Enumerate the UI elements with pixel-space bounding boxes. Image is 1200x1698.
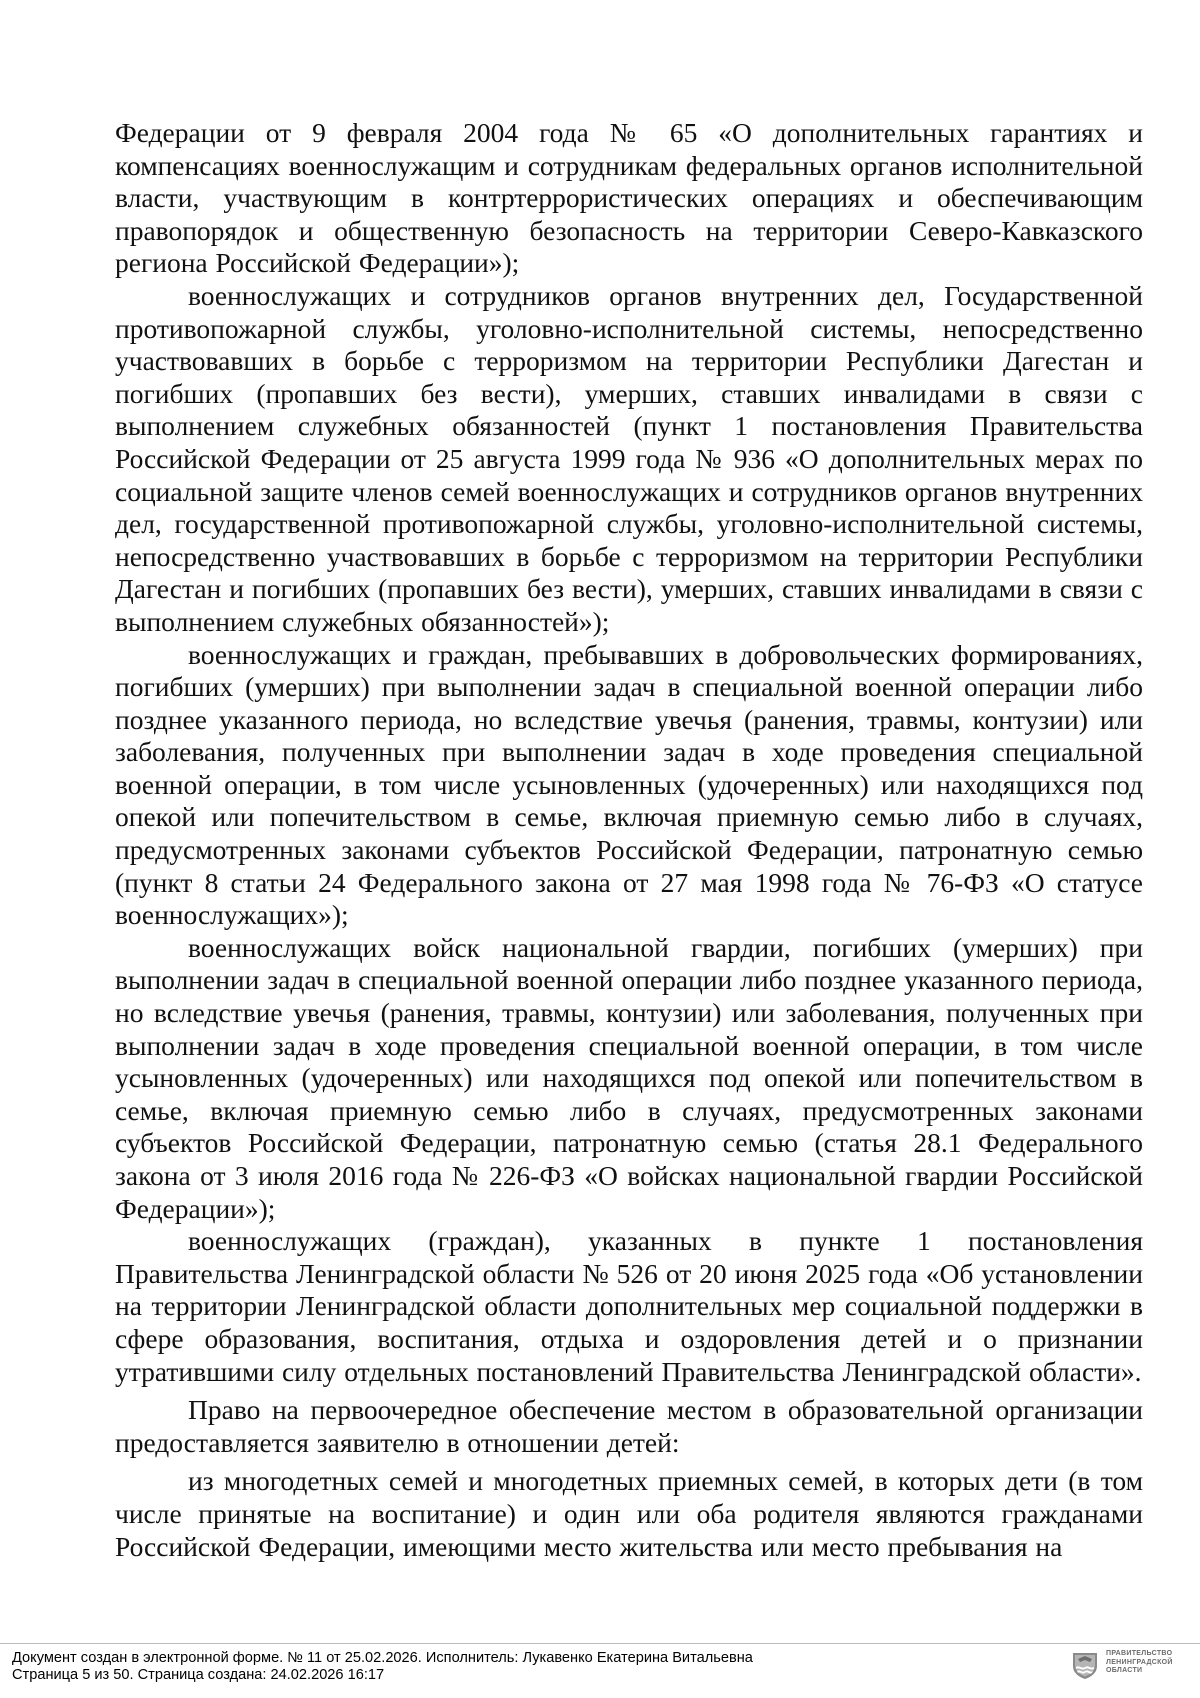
logo-line-3: ОБЛАСТИ <box>1106 1667 1143 1675</box>
paragraph-continuation: Федерации от 9 февраля 2004 года № 65 «О дополнительных гарантиях и компенсациях военнослужащим и сотрудникам федеральных органов исполнительной власти, участвующим в контртеррористических операциях и обеспечивающим правопорядок и общественную безопасность на территории Северо-Кавказского региона Российской Федерации»); <box>115 117 1143 279</box>
paragraph-national-guard: военнослужащих войск национальной гвардии, погибших (умерших) при выполнении задач в специальной военной операции либо позднее указанного периода, но вследствие увечья (ранения, травмы, контузии) или заболевания, полученных при выполнении задач в ходе проведения специальной военной операции, в том числе усыновленных (удочеренных) или находящихся под опекой или попечительством в семье, включая приемную семью либо в случаях, предусмотренных законами субъектов Российской Федерации, патронатную семью (статья 28.1 Федерального закона от 3 июля 2016 года № 226-ФЗ «О войсках национальной гвардии Российской Федерации»); <box>115 931 1143 1224</box>
footer-page-info: Страница 5 из 50. Страница создана: 24.02.2026 16:17 <box>12 1667 385 1683</box>
paragraph-leningrad-resolution: военнослужащих (граждан), указанных в пункте 1 постановления Правительства Ленинградской области № 526 от 20 июня 2025 года «Об установлении на территории Ленинградской области дополнительных мер социальной поддержки в сфере образования, воспитания, отдыха и оздоровления детей и о признании утратившими силу отдельных постановлений Правительства Ленинградской области». <box>115 1225 1143 1387</box>
paragraph-volunteer-formations: военнослужащих и граждан, пребывавших в добровольческих формированиях, погибших (умерших) при выполнении задач в специальной военной операции либо позднее указанного периода, но вследствие увечья (ранения, травмы, контузии) или заболевания, полученных при выполнении задач в ходе проведения специальной военной операции, в том числе усыновленных (удочеренных) или находящихся под опекой или попечительством в семье, включая приемную семью либо в случаях, предусмотренных законами субъектов Российской Федерации, патронатную семью (пункт 8 статьи 24 Федерального закона от 27 мая 1998 года № 76-ФЗ «О статусе военнослужащих»); <box>115 638 1143 931</box>
government-logo <box>1070 1648 1192 1684</box>
footer-divider <box>0 1643 1200 1644</box>
logo-line-2: ЛЕНИНГРАДСКОЙ <box>1106 1658 1173 1666</box>
document-body <box>115 117 1143 1563</box>
coat-of-arms-icon <box>1070 1650 1100 1680</box>
footer-document-info: Документ создан в электронной форме. № 11 от 25.02.2026. Исполнитель: Лукавенко Екатерина Витальевна <box>12 1650 753 1666</box>
footer <box>12 1650 753 1684</box>
logo-line-1: ПРАВИТЕЛЬСТВО <box>1106 1650 1173 1657</box>
paragraph-large-families: из многодетных семей и многодетных приемных семей, в которых дети (в том числе принятые на воспитание) и один или оба родителя являются гражданами Российской Федерации, имеющими место жительства или место пребывания на <box>115 1465 1143 1562</box>
paragraph-priority-right: Право на первоочередное обеспечение местом в образовательной организации предоставляется заявителю в отношении детей: <box>115 1394 1143 1458</box>
logo-caption <box>1106 1650 1173 1676</box>
paragraph-dagestan: военнослужащих и сотрудников органов внутренних дел, Государственной противопожарной службы, уголовно-исполнительной системы, непосредственно участвовавших в борьбе с терроризмом на территории Республики Дагестан и погибших (пропавших без вести), умерших, ставших инвалидами в связи с выполнением служебных обязанностей (пункт 1 постановления Правительства Российской Федерации от 25 августа 1999 года № 936 «О дополнительных мерах по социальной защите членов семей военнослужащих и сотрудников органов внутренних дел, государственной противопожарной службы, уголовно-исполнительной системы, непосредственно участвовавших в борьбе с терроризмом на территории Республики Дагестан и погибших (пропавших без вести), умерших, ставших инвалидами в связи с выполнением служебных обязанностей»); <box>115 279 1143 637</box>
